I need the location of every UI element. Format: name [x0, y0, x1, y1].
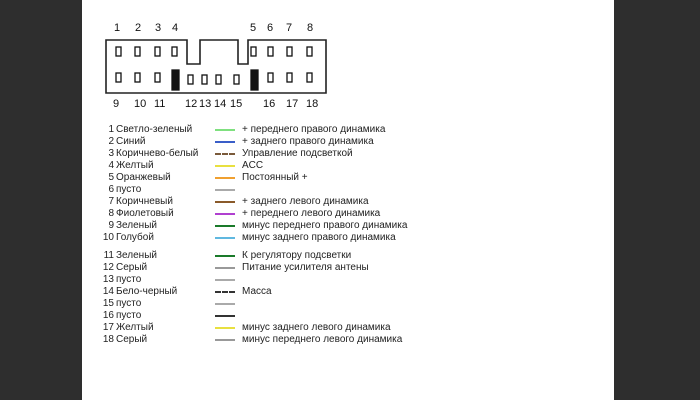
legend-wire-color-name: Светло-зеленый [116, 124, 193, 135]
pin-number-5: 5 [250, 22, 257, 34]
pin-hole-bottom-1 [116, 73, 121, 82]
legend-row-2 [82, 136, 614, 148]
legend-pin-number: 12 [102, 262, 114, 273]
legend-pin-number: 9 [108, 220, 114, 231]
pin-number-3: 3 [155, 22, 162, 34]
legend-wire-function: + заднего левого динамика [242, 196, 369, 207]
legend-wire-function: минус переднего левого динамика [242, 334, 403, 345]
legend-row-14 [82, 286, 614, 298]
pin-number-11: 11 [154, 98, 166, 110]
legend-wire-color-name: пусто [116, 310, 142, 321]
legend-wire-swatch [215, 177, 235, 179]
legend-row-18 [82, 334, 614, 346]
pin-number-16: 16 [263, 98, 276, 110]
legend-wire-swatch [215, 201, 235, 203]
legend-pin-number: 2 [108, 136, 114, 147]
legend-wire-color-name: пусто [116, 298, 142, 309]
legend-wire-swatch [215, 141, 235, 143]
legend-pin-number: 7 [108, 196, 114, 207]
pin-hole-bottom-9 [251, 70, 258, 90]
legend-pin-number: 17 [102, 322, 114, 333]
legend-wire-color-name: Зеленый [116, 250, 157, 261]
pin-number-4: 4 [172, 22, 179, 34]
legend-pin-number: 3 [108, 148, 114, 159]
legend-row-12 [82, 262, 614, 274]
pin-hole-bottom-3 [155, 73, 160, 82]
pin-hole-bottom-11 [287, 73, 292, 82]
pin-hole-bottom-2 [135, 73, 140, 82]
legend-wire-color-name: Серый [116, 262, 148, 273]
pin-hole-bottom-8 [234, 75, 239, 84]
legend-row-7 [82, 196, 614, 208]
legend-pin-number: 16 [102, 310, 114, 321]
legend-wire-color-name: Коричнево-белый [116, 148, 199, 159]
legend-wire-function: Постоянный + [242, 172, 308, 183]
pin-number-15: 15 [230, 98, 243, 110]
legend-wire-swatch [215, 339, 235, 341]
legend-wire-color-name: Оранжевый [116, 172, 171, 183]
pin-hole-bottom-7 [216, 75, 221, 84]
legend-row-11 [82, 250, 614, 262]
legend-wire-function: + переднего правого динамика [242, 124, 386, 135]
legend-wire-color-name: Желтый [116, 160, 154, 171]
legend-wire-color-name: Серый [116, 334, 148, 345]
legend-pin-number: 18 [102, 334, 114, 345]
legend-row-8 [82, 208, 614, 220]
legend-wire-function: минус заднего левого динамика [242, 322, 391, 333]
pin-hole-4 [172, 47, 177, 56]
legend-row-10 [82, 232, 614, 244]
pin-hole-bottom-10 [268, 73, 273, 82]
pin-hole-3 [155, 47, 160, 56]
legend-pin-number: 6 [108, 184, 114, 195]
pin-hole-bottom-5 [188, 75, 193, 84]
legend-row-1 [82, 124, 614, 136]
pin-number-13: 13 [199, 98, 212, 110]
legend-pin-number: 5 [108, 172, 114, 183]
legend-pin-number: 13 [102, 274, 114, 285]
pin-number-1: 1 [114, 22, 121, 34]
legend-wire-swatch [215, 267, 235, 269]
legend-wire-swatch [215, 279, 235, 281]
legend-row-15 [82, 298, 614, 310]
pin-hole-bottom-12 [307, 73, 312, 82]
legend-row-16 [82, 310, 614, 322]
pin-number-7: 7 [286, 22, 293, 34]
pin-number-18: 18 [306, 98, 319, 110]
legend-wire-swatch [215, 165, 235, 167]
legend-wire-function: Управление подсветкой [242, 148, 353, 159]
legend-wire-swatch [215, 315, 235, 317]
legend-wire-function: К регулятору подсветки [242, 250, 352, 261]
pin-hole-8 [307, 47, 312, 56]
pin-number-12: 12 [185, 98, 198, 110]
legend-wire-swatch [215, 225, 235, 227]
legend-wire-function: + переднего левого динамика [242, 208, 381, 219]
legend-wire-color-name: Коричневый [116, 196, 173, 207]
legend-wire-color-name: Бело-черный [116, 286, 178, 297]
legend-pin-number: 4 [108, 160, 114, 171]
pin-hole-1 [116, 47, 121, 56]
pin-number-17: 17 [286, 98, 299, 110]
legend-pin-number: 15 [102, 298, 114, 309]
legend-row-13 [82, 274, 614, 286]
legend-wire-color-name: Голубой [116, 232, 154, 243]
legend-wire-swatch [215, 255, 235, 257]
legend-row-3 [82, 148, 614, 160]
legend-wire-function: ACC [242, 160, 264, 171]
legend-wire-color-name: Фиолетовый [116, 208, 174, 219]
legend-pin-number: 14 [102, 286, 114, 297]
legend-wire-color-name: Желтый [116, 322, 154, 333]
pin-number-9: 9 [113, 98, 120, 110]
legend-wire-swatch [215, 291, 235, 293]
legend-wire-function: Масса [242, 286, 272, 297]
legend-wire-swatch [215, 237, 235, 239]
pin-hole-bottom-4 [172, 70, 179, 90]
legend-row-17 [82, 322, 614, 334]
legend-wire-function: минус заднего правого динамика [242, 232, 396, 243]
pin-number-2: 2 [135, 22, 142, 34]
legend-wire-color-name: пусто [116, 274, 142, 285]
legend-pin-number: 1 [108, 124, 114, 135]
legend-wire-swatch [215, 129, 235, 131]
pin-hole-7 [287, 47, 292, 56]
pin-number-8: 8 [307, 22, 314, 34]
legend-pin-number: 8 [108, 208, 114, 219]
document-page [82, 0, 614, 400]
pin-hole-5 [251, 47, 256, 56]
legend-row-9 [82, 220, 614, 232]
pin-hole-bottom-6 [202, 75, 207, 84]
pin-number-14: 14 [214, 98, 227, 110]
legend-wire-swatch [215, 189, 235, 191]
legend-wire-function: минус переднего правого динамика [242, 220, 408, 231]
legend-wire-function: Питание усилителя антены [242, 262, 369, 273]
legend-wire-function: + заднего правого динамика [242, 136, 374, 147]
legend-pin-number: 10 [102, 232, 114, 243]
pin-number-10: 10 [134, 98, 147, 110]
legend-wire-swatch [215, 327, 235, 329]
legend-wire-swatch [215, 153, 235, 155]
legend-pin-number: 11 [103, 250, 114, 261]
legend-wire-swatch [215, 213, 235, 215]
legend-row-4 [82, 160, 614, 172]
legend-wire-color-name: Зеленый [116, 220, 157, 231]
legend-wire-color-name: Синий [116, 136, 146, 147]
pin-hole-2 [135, 47, 140, 56]
pin-hole-6 [268, 47, 273, 56]
legend-row-5 [82, 172, 614, 184]
legend-row-6 [82, 184, 614, 196]
legend-wire-swatch [215, 303, 235, 305]
pin-number-6: 6 [267, 22, 274, 34]
legend-wire-color-name: пусто [116, 184, 142, 195]
